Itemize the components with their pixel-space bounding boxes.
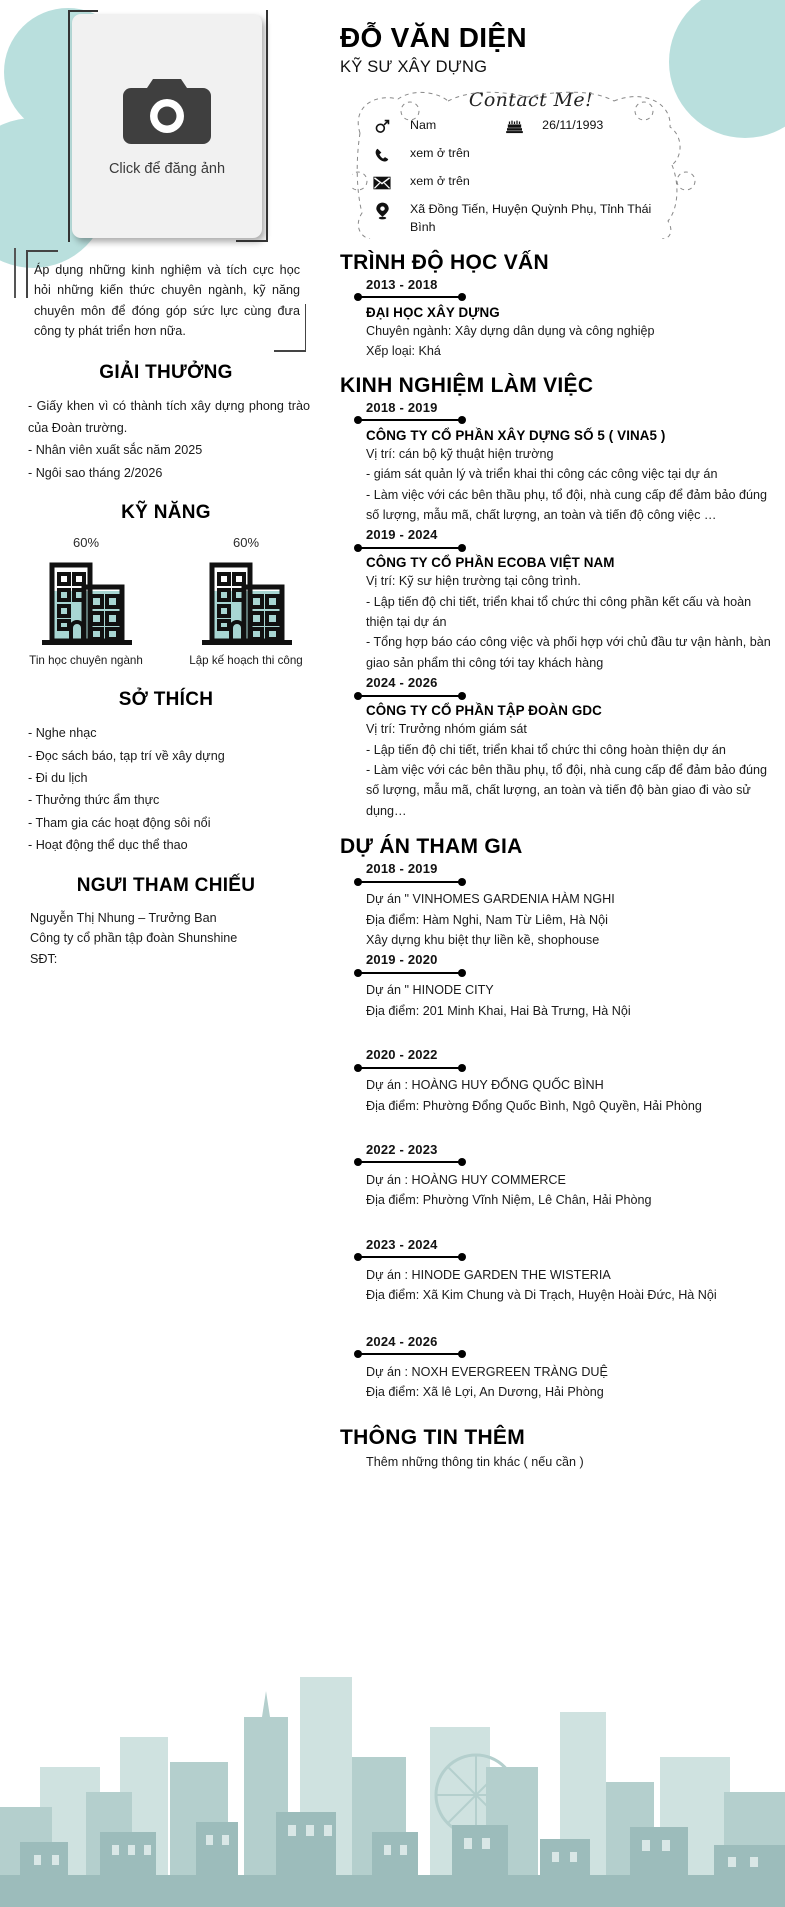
project-body — [366, 889, 773, 950]
page-title: ĐỖ VĂN DIỆN — [340, 22, 527, 53]
project-years: 2019 - 2020 — [366, 952, 438, 968]
project-line: Địa điểm: Phường Vĩnh Niệm, Lê Chân, Hải Phòng — [366, 1193, 652, 1208]
contact-row-gender-birthday — [370, 117, 702, 135]
project-body — [366, 980, 773, 1021]
experience-entry — [354, 675, 773, 821]
extra-info-section-title: THÔNG TIN THÊM — [340, 1426, 526, 1450]
awards-section-title: GIẢI THƯỞNG — [99, 361, 233, 383]
photo-upload-label: Click để đăng ảnh — [108, 161, 226, 177]
building-progress-icon — [34, 553, 138, 649]
summary-text: Áp dụng những kinh nghiệm và tích cực học hỏi những kiến thức chuyên ngành, kỹ năng chuyên môn để đóng góp sức lực cùng đưa công ty phát triển hơn nữa. — [34, 263, 300, 339]
timeline-bar — [354, 877, 466, 886]
experience-org: CÔNG TY CỔ PHẦN ECOBA VIỆT NAM — [366, 555, 615, 571]
project-line: Địa điểm: 201 Minh Khai, Hai Bà Trưng, Hà Nội — [366, 1003, 631, 1018]
reference-section-title: NGƯI THAM CHIẾU — [76, 874, 256, 896]
hobbies-item: - Tham gia các hoạt động sôi nổi — [28, 815, 211, 830]
hobbies-item: - Nghe nhạc — [28, 726, 97, 741]
summary-corner-top-horizontal — [26, 250, 58, 252]
experience-body — [366, 703, 773, 821]
experience-line: - Lập tiến độ chi tiết, triển khai tổ chức thi công phần kết cấu và hoàn thiện tại dự án — [366, 594, 752, 630]
project-line: Dự án : HOÀNG HUY COMMERCE — [366, 1172, 566, 1187]
hobbies-item: - Đọc sách báo, tạp trí về xây dựng — [28, 748, 225, 763]
project-body — [366, 1265, 773, 1306]
project-body — [366, 1170, 773, 1211]
experience-line: - giám sát quản lý và triển khai thi công các công việc tại dự án — [366, 467, 718, 482]
timeline-bar — [354, 416, 466, 425]
hobbies-item: - Thưởng thức ẩm thực — [28, 793, 160, 808]
hobbies-section-title: SỞ THÍCH — [118, 689, 214, 711]
timeline-bar — [354, 1063, 466, 1072]
skill-label: Lập kế hoạch thi công — [189, 654, 303, 668]
project-years: 2024 - 2026 — [366, 1333, 438, 1349]
project-years: 2020 - 2022 — [366, 1047, 438, 1063]
skill-item — [187, 535, 305, 667]
project-line: Địa điểm: Hàm Nghi, Nam Từ Liêm, Hà Nội — [366, 912, 608, 927]
experience-line: Vị trí: cán bộ kỹ thuật hiện trường — [366, 446, 554, 461]
project-years: 2023 - 2024 — [366, 1236, 438, 1252]
project-line: Dự án : HOÀNG HUY ĐỔNG QUỐC BÌNH — [366, 1078, 604, 1093]
skill-percent: 60% — [72, 535, 100, 551]
contact-row-email — [370, 173, 702, 191]
experience-years: 2019 - 2024 — [366, 527, 438, 543]
awards-item: - Nhân viên xuất sắc năm 2025 — [28, 443, 203, 458]
experience-body — [366, 555, 773, 673]
contact-row-phone — [370, 145, 702, 163]
experience-section-title: KINH NGHIỆM LÀM VIỆC — [340, 373, 594, 397]
contact-title: Contact Me! — [468, 89, 594, 111]
experience-years: 2024 - 2026 — [366, 675, 438, 691]
project-entry — [354, 1237, 773, 1306]
project-line: Xây dựng khu biệt thự liền kề, shophouse — [366, 933, 600, 947]
reference-name: Nguyễn Thị Nhung – Trưởng Ban — [30, 910, 217, 925]
contact-address: Xã Đồng Tiến, Huyện Quỳnh Phụ, Tỉnh Thái Bình — [410, 202, 652, 234]
project-line: Dự án " HINODE CITY — [366, 983, 494, 998]
timeline-bar — [354, 1158, 466, 1167]
experience-org: CÔNG TY CỔ PHẦN XÂY DỰNG SỐ 5 ( VINA5 ) — [366, 427, 666, 443]
phone-icon — [370, 146, 394, 163]
project-entry — [354, 1047, 773, 1116]
experience-line: - Làm việc với các bên thầu phụ, tổ đội, nhà cung cấp để đảm bảo đúng số lượng, mẫu mã, chất lượng, an toàn và tiến độ công việc … — [366, 487, 768, 522]
experience-entry — [354, 527, 773, 673]
contact-card — [352, 89, 702, 237]
skill-item — [27, 535, 145, 667]
skill-label: Tin học chuyên ngành — [29, 654, 143, 668]
summary-corner-bottom-vertical — [305, 304, 307, 352]
project-years: 2018 - 2019 — [366, 861, 438, 877]
extra-info-note: Thêm những thông tin khác ( nếu cần ) — [366, 1455, 584, 1470]
contact-email: xem ở trên — [410, 174, 470, 188]
hobbies-item: - Đi du lịch — [28, 771, 88, 785]
experience-line: Vị trí: Kỹ sư hiện trường tại công trình. — [366, 574, 581, 589]
project-line: Dự án : NOXH EVERGREEN TRÀNG DUỆ — [366, 1364, 608, 1379]
project-body — [366, 1362, 773, 1403]
project-line: Dự án : HINODE GARDEN THE WISTERIA — [366, 1267, 611, 1282]
education-section-title: TRÌNH ĐỘ HỌC VẤN — [340, 250, 549, 274]
project-entry — [354, 1142, 773, 1211]
envelope-icon — [370, 174, 394, 191]
awards-item: - Ngôi sao tháng 2/2026 — [28, 465, 163, 480]
summary-corner-top-vertical — [26, 250, 28, 298]
experience-line: Vị trí: Trưởng nhóm giám sát — [366, 722, 527, 737]
left-column-divider — [14, 248, 16, 298]
education-body — [366, 305, 773, 362]
skill-percent: 60% — [232, 535, 260, 551]
awards-list — [28, 395, 310, 485]
reference-company: Công ty cổ phần tập đoàn Shunshine — [30, 931, 238, 946]
reference-details — [30, 908, 306, 970]
skills-section-title: KỸ NĂNG — [121, 502, 211, 524]
experience-line: - Lập tiến độ chi tiết, triển khai tổ chức thi công hoàn thiện dự án — [366, 742, 726, 757]
project-entry — [354, 1334, 773, 1403]
project-years: 2022 - 2023 — [366, 1141, 438, 1157]
gender-icon — [370, 118, 394, 135]
contact-birthday: 26/11/1993 — [542, 118, 604, 132]
job-title: KỸ SƯ XÂY DỰNG — [340, 58, 488, 76]
projects-section-title: DỰ ÁN THAM GIA — [340, 835, 523, 859]
project-line: Địa điểm: Xã lê Lợi, An Dương, Hải Phòng — [366, 1384, 604, 1399]
project-entry — [354, 952, 773, 1021]
project-line: Địa điểm: Xã Kim Chung và Di Trạch, Huyện Hoài Đức, Hà Nội — [366, 1288, 717, 1303]
timeline-bar — [354, 691, 466, 700]
right-column — [340, 0, 785, 1907]
education-org: ĐẠI HỌC XÂY DỰNG — [366, 304, 500, 320]
summary-block — [26, 256, 306, 346]
project-entry — [354, 861, 773, 950]
contact-rows — [370, 117, 702, 237]
experience-years: 2018 - 2019 — [366, 399, 438, 415]
timeline-bar — [354, 1253, 466, 1262]
project-line: Dự án " VINHOMES GARDENIA HÀM NGHI — [366, 892, 615, 907]
experience-line: - Tổng hợp báo cáo công việc và phối hợp với chủ đầu tư vận hành, bàn giao sản phẩm thi công tới tay khách hàng — [366, 635, 771, 670]
building-progress-icon — [194, 553, 298, 649]
timeline-bar — [354, 293, 466, 302]
timeline-bar — [354, 543, 466, 552]
skills-list — [0, 535, 332, 667]
awards-item: - Giấy khen vì có thành tích xây dựng phong trào của Đoàn trường. — [28, 398, 310, 435]
experience-line: - Làm việc với các bên thầu phụ, tổ đội, nhà cung cấp để đảm bảo đúng số lượng, mẫu mã, chất lượng, an toàn và tiến độ bàn giao đi vào sử dụng… — [366, 763, 768, 818]
education-line: Chuyên ngành: Xây dựng dân dụng và công nghiệp — [366, 323, 655, 338]
cake-icon — [502, 118, 526, 135]
experience-org: CÔNG TY CỔ PHẦN TẬP ĐOÀN GDC — [366, 703, 602, 719]
hobbies-item: - Hoạt động thể dục thể thao — [28, 838, 188, 853]
location-pin-icon — [370, 202, 394, 219]
education-line: Xếp loại: Khá — [366, 344, 441, 359]
summary-corner-bottom-horizontal — [274, 350, 306, 352]
reference-phone-label: SĐT: — [30, 952, 58, 967]
education-years: 2013 - 2018 — [366, 276, 438, 292]
education-entry — [354, 277, 773, 362]
project-line: Địa điểm: Phường Đổng Quốc Bình, Ngô Quyền, Hải Phòng — [366, 1098, 702, 1113]
hobbies-list — [28, 722, 310, 856]
contact-row-address — [370, 201, 702, 237]
experience-entry — [354, 400, 773, 526]
project-body — [366, 1075, 773, 1116]
contact-gender: Nam — [410, 118, 437, 132]
timeline-bar — [354, 968, 466, 977]
timeline-bar — [354, 1350, 466, 1359]
left-column — [0, 0, 332, 1907]
experience-body — [366, 428, 773, 526]
contact-phone: xem ở trên — [410, 146, 470, 160]
